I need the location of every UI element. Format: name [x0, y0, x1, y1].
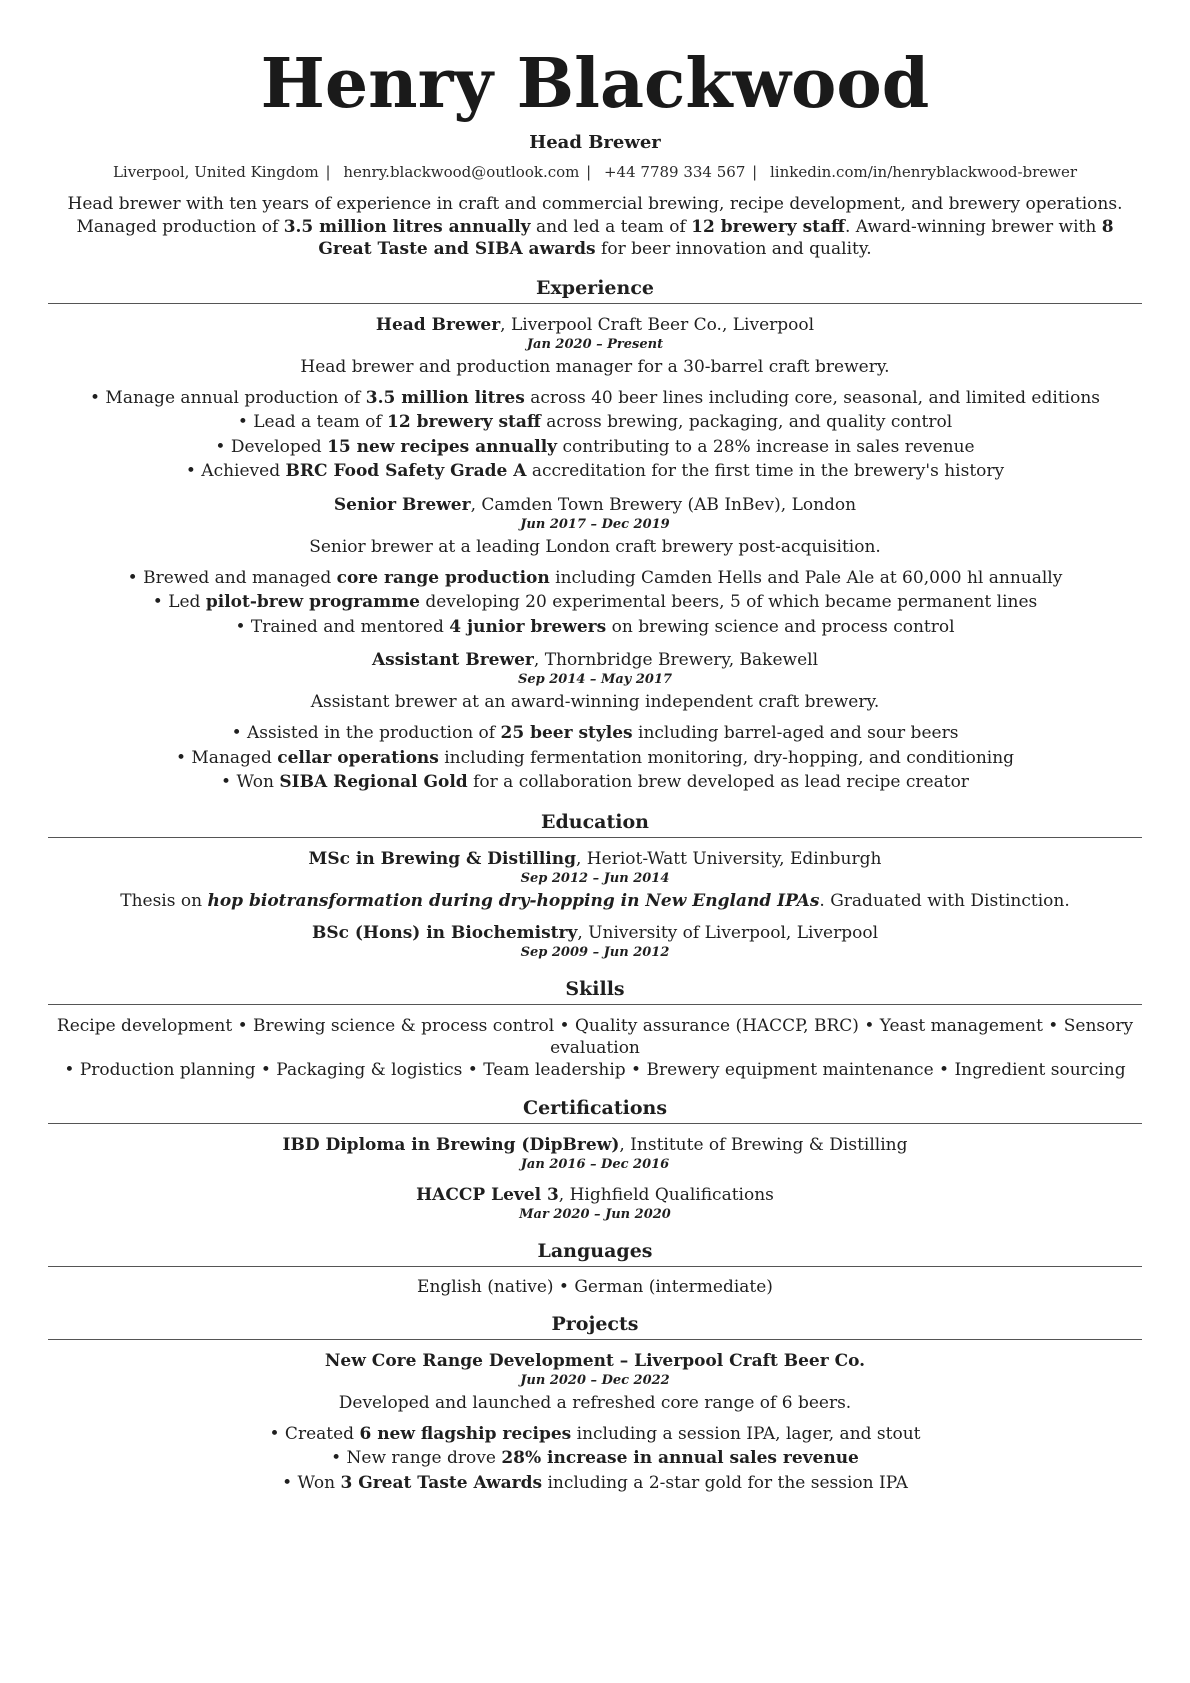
- entry-org: , Liverpool Craft Beer Co., Liverpool: [500, 314, 815, 335]
- bullet-highlight: 12 brewery staff: [387, 412, 541, 432]
- bullet-text: • Assisted in the production of: [231, 723, 501, 743]
- bullet-highlight: 25 beer styles: [500, 723, 633, 743]
- contact-separator: |: [747, 163, 758, 181]
- bullet-highlight: 28% increase in annual sales revenue: [501, 1448, 859, 1468]
- bullet-highlight: SIBA Regional Gold: [279, 772, 468, 792]
- contact-separator: |: [320, 163, 331, 181]
- desc-text: Thesis on: [120, 890, 208, 911]
- entry-dates: Sep 2009 – Jun 2012: [520, 944, 670, 960]
- summary-highlight: 8 Great Taste and SIBA awards: [318, 216, 1114, 259]
- entry-title: Head Brewer: [375, 314, 501, 335]
- contact-separator: |: [581, 163, 592, 181]
- education-entry: [48, 922, 1142, 962]
- entry-title: Senior Brewer: [333, 494, 471, 515]
- bullet-item: [48, 770, 1142, 795]
- entry-dates: Mar 2020 – Jun 2020: [519, 1206, 671, 1222]
- entry-heading: [48, 1134, 1142, 1156]
- bullet-item: [48, 566, 1142, 591]
- skills-line: • Production planning • Packaging & logistics • Team leadership • Brewery equipment maintenance • Ingredient sourcing: [64, 1059, 1126, 1080]
- entry-bullets: [48, 566, 1142, 640]
- project-entry: [48, 1350, 1142, 1496]
- entry-description: Head brewer and production manager for a 30-barrel craft brewery.: [300, 356, 890, 377]
- bullet-highlight: 3 Great Taste Awards: [340, 1472, 543, 1493]
- entry-org: , University of Liverpool, Liverpool: [577, 922, 879, 943]
- bullet-item: [48, 746, 1142, 771]
- bullet-highlight: 3.5 million litres: [365, 387, 525, 408]
- entry-org: , Institute of Brewing & Distilling: [619, 1134, 908, 1155]
- section-title-projects: Projects: [48, 1313, 1142, 1340]
- bullet-item: [48, 410, 1142, 435]
- bullet-item: [48, 1422, 1142, 1447]
- bullet-text: including Camden Hells and Pale Ale at 60,000 hl annually: [549, 567, 1063, 588]
- entry-title: Assistant Brewer: [371, 650, 534, 670]
- entry-heading: [48, 649, 1142, 671]
- bullet-text: • Led: [152, 592, 206, 612]
- summary-highlight: 12 brewery staff: [691, 216, 845, 237]
- bullet-text: on brewing science and process control: [606, 616, 955, 637]
- bullet-text: • Lead a team of: [237, 412, 388, 432]
- bullet-item: [48, 590, 1142, 615]
- section-title-experience: Experience: [48, 277, 1142, 304]
- entry-heading: [48, 314, 1142, 336]
- entry-dates: Sep 2014 – May 2017: [517, 672, 673, 687]
- desc-text: . Graduated with Distinction.: [819, 890, 1070, 911]
- contact-location: Liverpool, United Kingdom: [112, 163, 319, 181]
- bullet-item: [48, 1446, 1142, 1471]
- summary-text: . Award-winning brewer with: [845, 216, 1102, 237]
- contact-phone[interactable]: +44 7789 334 567: [603, 163, 746, 181]
- bullet-text: developing 20 experimental beers, 5 of which became permanent lines: [419, 592, 1038, 612]
- bullet-text: across 40 beer lines including core, seasonal, and limited editions: [524, 387, 1100, 408]
- bullet-text: for a collaboration brew developed as lead recipe creator: [467, 772, 969, 792]
- entry-org: , Highfield Qualifications: [558, 1184, 774, 1205]
- bullet-text: • Manage annual production of: [90, 387, 366, 408]
- entry-title: HACCP Level 3: [416, 1184, 559, 1205]
- section-title-education: Education: [48, 811, 1142, 838]
- entry-dates: Jan 2020 – Present: [526, 336, 664, 352]
- section-title-skills: Skills: [48, 978, 1142, 1005]
- bullet-text: • Managed: [175, 747, 278, 768]
- entry-org: , Thornbridge Brewery, Bakewell: [533, 650, 819, 670]
- bullet-text: • Created: [269, 1423, 360, 1444]
- certification-entry: [48, 1134, 1142, 1174]
- entry-description: [48, 890, 1142, 912]
- bullet-highlight: core range production: [336, 567, 550, 588]
- entry-heading: [48, 1350, 1142, 1372]
- contact-line: [48, 163, 1142, 181]
- experience-entry: [48, 649, 1142, 795]
- education-entry: [48, 848, 1142, 912]
- entry-org: , Heriot-Watt University, Edinburgh: [576, 848, 882, 869]
- entry-description: Developed and launched a refreshed core range of 6 beers.: [338, 1392, 852, 1413]
- bullet-item: [48, 615, 1142, 640]
- entry-bullets: [48, 1422, 1142, 1496]
- experience-entry: [48, 494, 1142, 640]
- bullet-highlight: BRC Food Safety Grade A: [285, 461, 527, 481]
- bullet-text: including a 2-star gold for the session IPA: [542, 1472, 908, 1493]
- candidate-role: Head Brewer: [529, 132, 661, 153]
- entry-title: New Core Range Development – Liverpool Craft Beer Co.: [324, 1350, 866, 1371]
- summary-paragraph: [48, 193, 1142, 261]
- entry-heading: [48, 848, 1142, 870]
- bullet-text: contributing to a 28% increase in sales revenue: [557, 436, 975, 457]
- languages-list: English (native) • German (intermediate): [417, 1276, 773, 1297]
- entry-dates: Jan 2016 – Dec 2016: [520, 1156, 670, 1172]
- bullet-text: • Developed: [215, 436, 328, 457]
- entry-dates: Sep 2012 – Jun 2014: [520, 870, 670, 886]
- bullet-text: including fermentation monitoring, dry-hopping, and conditioning: [438, 747, 1015, 768]
- thesis-title: hop biotransformation during dry-hopping in New England IPAs: [207, 890, 820, 911]
- entry-title: MSc in Brewing & Distilling: [308, 848, 576, 869]
- section-title-languages: Languages: [48, 1240, 1142, 1267]
- bullet-text: • Won: [282, 1472, 341, 1493]
- bullet-highlight: 15 new recipes annually: [327, 436, 558, 457]
- bullet-text: • Won: [221, 772, 280, 792]
- bullet-item: [48, 386, 1142, 411]
- bullet-highlight: 6 new flagship recipes: [359, 1423, 572, 1444]
- entry-dates: Jun 2020 – Dec 2022: [520, 1372, 670, 1388]
- bullet-text: including barrel-aged and sour beers: [632, 723, 959, 743]
- bullet-text: • Achieved: [185, 461, 286, 481]
- bullet-text: including a session IPA, lager, and stout: [571, 1423, 921, 1444]
- bullet-item: [48, 435, 1142, 460]
- entry-dates: Jun 2017 – Dec 2019: [520, 516, 670, 532]
- summary-text: for beer innovation and quality.: [595, 239, 872, 259]
- entry-description: Assistant brewer at an award-winning independent craft brewery.: [310, 692, 880, 712]
- bullet-highlight: cellar operations: [277, 747, 439, 768]
- bullet-text: • Brewed and managed: [127, 567, 337, 588]
- bullet-item: [48, 1471, 1142, 1496]
- skills-list: [48, 1015, 1142, 1081]
- bullet-highlight: 4 junior brewers: [449, 616, 607, 637]
- bullet-highlight: pilot-brew programme: [205, 592, 420, 612]
- bullet-text: • Trained and mentored: [235, 616, 450, 637]
- entry-bullets: [48, 386, 1142, 484]
- entry-bullets: [48, 721, 1142, 795]
- entry-heading: [48, 494, 1142, 516]
- bullet-text: accreditation for the first time in the brewery's history: [526, 461, 1005, 481]
- skills-line: Recipe development • Brewing science & process control • Quality assurance (HACCP, BRC) • Yeast management • Sensory evaluation: [56, 1015, 1134, 1058]
- candidate-name: Henry Blackwood: [260, 44, 930, 124]
- summary-text: and led a team of: [530, 216, 692, 237]
- bullet-text: across brewing, packaging, and quality control: [540, 412, 953, 432]
- entry-heading: [48, 922, 1142, 944]
- bullet-item: [48, 459, 1142, 484]
- contact-linkedin[interactable]: linkedin.com/in/henryblackwood-brewer: [770, 163, 1078, 181]
- bullet-item: [48, 721, 1142, 746]
- entry-org: , Camden Town Brewery (AB InBev), London: [470, 494, 857, 515]
- entry-title: IBD Diploma in Brewing (DipBrew): [282, 1134, 620, 1155]
- summary-highlight: 3.5 million litres annually: [283, 216, 531, 237]
- summary-text: Head brewer with ten years of experience in craft and commercial brewing, recipe development, and brewery operations. Managed production of: [67, 194, 1123, 237]
- bullet-text: • New range drove: [331, 1448, 502, 1468]
- contact-email[interactable]: henry.blackwood@outlook.com: [343, 163, 580, 181]
- section-title-certifications: Certifications: [48, 1097, 1142, 1124]
- entry-heading: [48, 1184, 1142, 1206]
- entry-title: BSc (Hons) in Biochemistry: [311, 922, 578, 943]
- certification-entry: [48, 1184, 1142, 1224]
- experience-entry: [48, 314, 1142, 484]
- entry-description: Senior brewer at a leading London craft brewery post-acquisition.: [309, 536, 881, 557]
